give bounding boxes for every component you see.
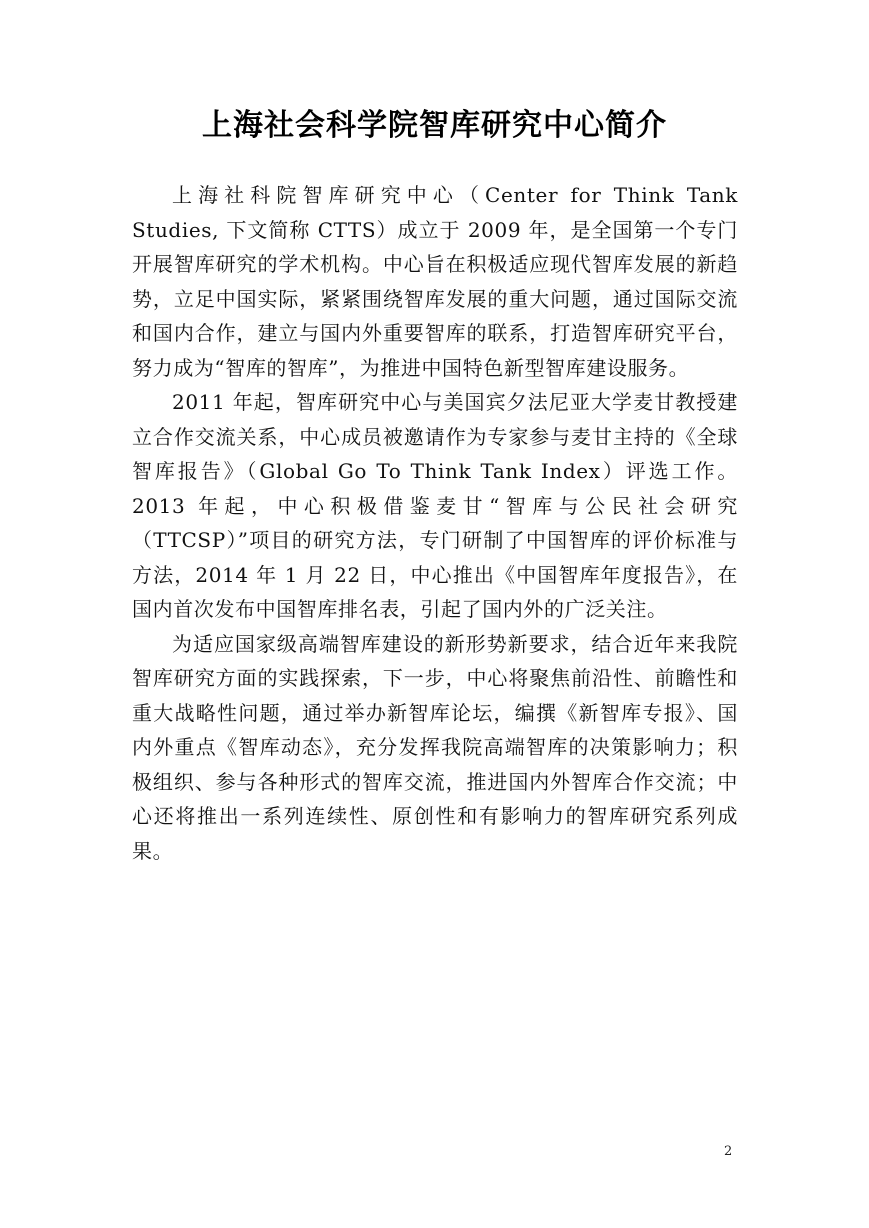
document-body: [132, 178, 738, 868]
paragraph-outlook: 为适应国家级高端智库建设的新形势新要求，结合近年来我院智库研究方面的实践探索，下一步，中心将聚焦前沿性、前瞻性和重大战略性问题，通过举办新智库论坛，编撰《新智库专报》、国内外重点《智库动态》，充分发挥我院高端智库的决策影响力；积极组织、参与各种形式的智库交流，推进国内外智库合作交流；中心还将推出一系列连续性、原创性和有影响力的智库研究系列成果。: [132, 631, 738, 863]
page-number: 2: [724, 1144, 733, 1159]
page-title: 上海社会科学院智库研究中心简介: [202, 108, 667, 143]
paragraph-cooperation: 2011 年起，智库研究中心与美国宾夕法尼亚大学麦甘教授建立合作交流关系，中心成员被邀请作为专家参与麦甘主持的《全球智库报告》（Global Go To Think Tank Index）评选工作。2013 年起，中心积极借鉴麦甘“智库与公民社会研究（TTCSP）”项目的研究方法，专门研制了中国智库的评价标准与方法，2014 年 1 月 22 日，中心推出《中国智库年度报告》，在国内首次发布中国智库排名表，引起了国内外的广泛关注。: [132, 390, 738, 621]
paragraph-intro: 上海社科院智库研究中心（Center for Think Tank Studies, 下文简称 CTTS）成立于 2009 年，是全国第一个专门开展智库研究的学术机构。中心旨在积极适应现代智库发展的新趋势，立足中国实际，紧紧围绕智库发展的重大问题，通过国际交流和国内合作，建立与国内外重要智库的联系，打造智库研究平台，努力成为“智库的智库”，为推进中国特色新型智库建设服务。: [132, 183, 738, 380]
